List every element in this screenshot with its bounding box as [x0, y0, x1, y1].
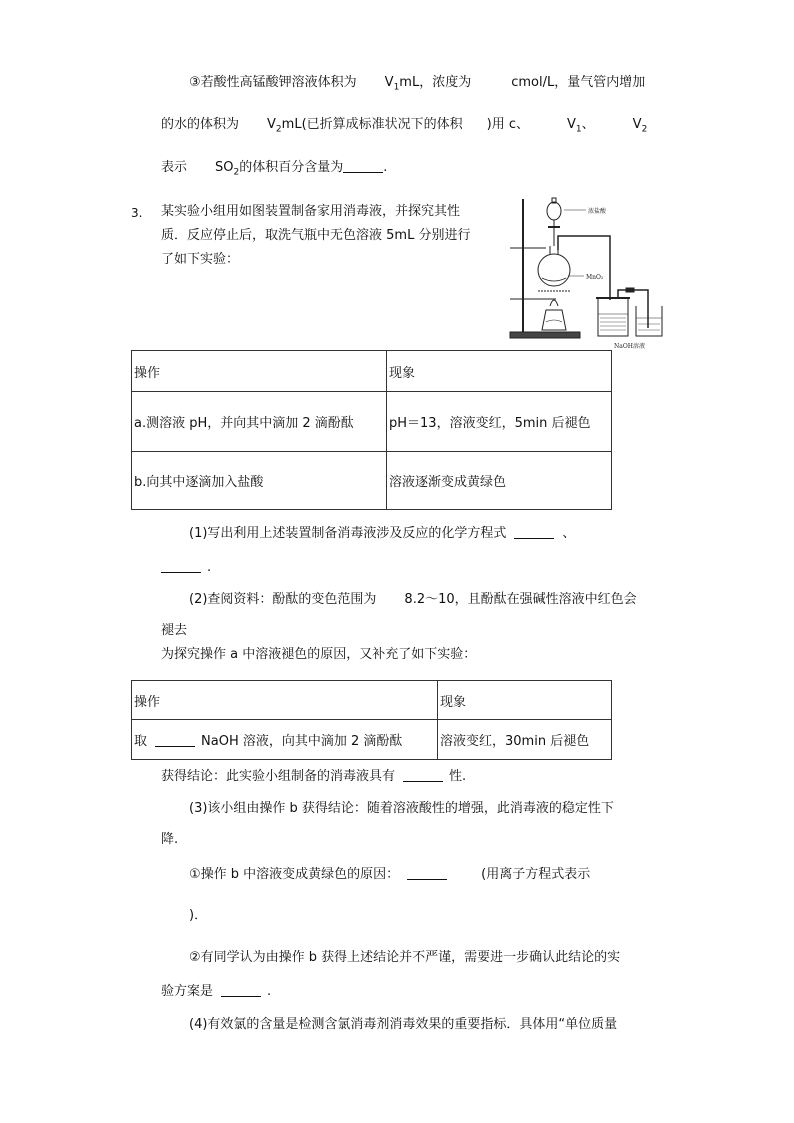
text: 性.	[449, 769, 467, 784]
text: mL(已折算成标准状况下的体积	[281, 117, 463, 132]
delivery-tube	[558, 236, 610, 300]
subquestion-3-part1-cont: )．	[189, 908, 208, 923]
var-v2: V	[632, 117, 642, 132]
var-v1: V	[384, 75, 394, 90]
text: cmol/L，量气管内增加	[511, 75, 646, 90]
subquestion-3-part2: ②有同学认为由操作 b 获得上述结论并不严谨，需要进一步确认此结论的实	[189, 950, 621, 965]
part3-line1	[189, 74, 645, 97]
part3-line3	[161, 158, 387, 182]
subquestion-3-part1	[189, 865, 590, 884]
subquestion-1	[189, 524, 575, 543]
header-phenomenon: 现象	[387, 351, 612, 392]
operation-cell	[132, 720, 438, 760]
text: 的体积百分含量为	[239, 160, 344, 175]
subquestion-3-cont: 降.	[161, 832, 179, 847]
experiment-table	[131, 350, 612, 510]
table-row	[132, 452, 612, 510]
subquestion-2-cont: 为探究操作 a 中溶液褪色的原因，又补充了如下实验：	[161, 647, 477, 662]
lamp-liquid	[546, 320, 562, 322]
flask-contents	[542, 278, 566, 281]
answer-blank[interactable]	[403, 767, 443, 782]
text: 验方案是	[161, 984, 214, 999]
subquestion-1-cont	[161, 558, 211, 577]
subquestion-4: (4)有效氯的含量是检测含氯消毒剂消毒效果的重要指标．具体用“单位质量	[189, 1017, 618, 1032]
intro-line: 某实验小组用如图装置制备家用消毒液，并探究其性	[161, 204, 461, 219]
text: 获得结论：此实验小组制备的消毒液具有	[161, 769, 396, 784]
text: 表示	[161, 160, 188, 175]
answer-blank[interactable]	[221, 982, 261, 997]
liquid-hatch	[600, 318, 626, 330]
text: 的水的体积为	[161, 117, 240, 132]
part3-line2	[161, 116, 647, 139]
text: (用离子方程式表示	[481, 867, 591, 882]
phenomenon-cell: 溶液变红，30min 后褪色	[438, 720, 612, 760]
operation-cell: a.测溶液 pH，并向其中滴加 2 滴酚酞	[132, 392, 387, 452]
beaker-hatch	[638, 324, 660, 330]
header-operation: 操作	[132, 681, 438, 720]
subscript: 2	[233, 167, 240, 178]
intro-line: 质．反应停止后，取洗气瓶中无色溶液 5mL 分别进行	[161, 228, 471, 243]
conclusion-line	[161, 767, 466, 786]
subquestion-3-part2-cont	[161, 982, 271, 1001]
text: (1)写出利用上述装置制备消毒液涉及反应的化学方程式	[189, 526, 507, 541]
var-v2: V	[267, 117, 276, 132]
text: .	[207, 560, 212, 575]
text: 取	[134, 734, 148, 749]
outlet-tube	[618, 290, 648, 328]
subscript: 2	[275, 124, 282, 135]
text: .	[267, 984, 272, 999]
flask-label: MnO₂	[586, 274, 604, 281]
formula-so2: SO	[215, 160, 234, 175]
answer-blank[interactable]	[514, 524, 554, 539]
table-row	[132, 392, 612, 452]
subscript: 2	[641, 124, 648, 135]
supplementary-table	[131, 680, 612, 760]
subquestion-2-cont: 褪去	[161, 623, 188, 638]
answer-blank[interactable]	[343, 158, 383, 173]
text: 8.2～10，且酚酞在强碱性溶液中红色会	[404, 592, 637, 607]
funnel-label: 浓盐酸	[588, 208, 607, 215]
funnel-bulb	[547, 202, 561, 220]
apparatus-figure	[506, 194, 666, 354]
subscript: 1	[575, 124, 582, 135]
var-v1: V	[567, 117, 576, 132]
answer-blank[interactable]	[161, 558, 201, 573]
beaker	[636, 306, 662, 336]
header-operation: 操作	[132, 351, 387, 392]
text: 、	[581, 117, 595, 132]
answer-blank[interactable]	[155, 732, 195, 747]
table-header-row	[132, 681, 612, 720]
flame	[550, 300, 558, 306]
intro-line: 了如下实验：	[161, 252, 240, 267]
text: ③若酸性高锰酸钾溶液体积为	[189, 75, 357, 90]
header-phenomenon: 现象	[438, 681, 612, 720]
tube-connector	[626, 288, 634, 292]
operation-cell: b.向其中逐滴加入盐酸	[132, 452, 387, 510]
text: .	[383, 160, 388, 175]
subscript: 1	[393, 82, 400, 93]
text: NaOH 溶液，向其中滴加 2 滴酚酞	[201, 734, 403, 749]
answer-blank[interactable]	[407, 865, 447, 880]
text: mL，浓度为	[399, 75, 472, 90]
phenomenon-cell: 溶液逐渐变成黄绿色	[387, 452, 612, 510]
text: ①操作 b 中溶液变成黄绿色的原因：	[189, 867, 400, 882]
stand-base	[510, 332, 580, 338]
table-row	[132, 720, 612, 760]
wash-bottle	[598, 298, 628, 336]
text: (2)查阅资料：酚酞的变色范围为	[189, 592, 377, 607]
subquestion-3: (3)该小组由操作 b 获得结论：随着溶液酸性的增强，此消毒液的稳定性下	[189, 801, 614, 816]
subquestion-2	[189, 591, 637, 609]
text: )用 c、	[486, 117, 529, 132]
beaker-label: NaOH溶液	[614, 343, 645, 350]
text: 、	[562, 526, 576, 541]
question-number: 3.	[131, 206, 143, 220]
phenomenon-cell: pH＝13，溶液变红，5min 后褪色	[387, 392, 612, 452]
table-header-row	[132, 351, 612, 392]
